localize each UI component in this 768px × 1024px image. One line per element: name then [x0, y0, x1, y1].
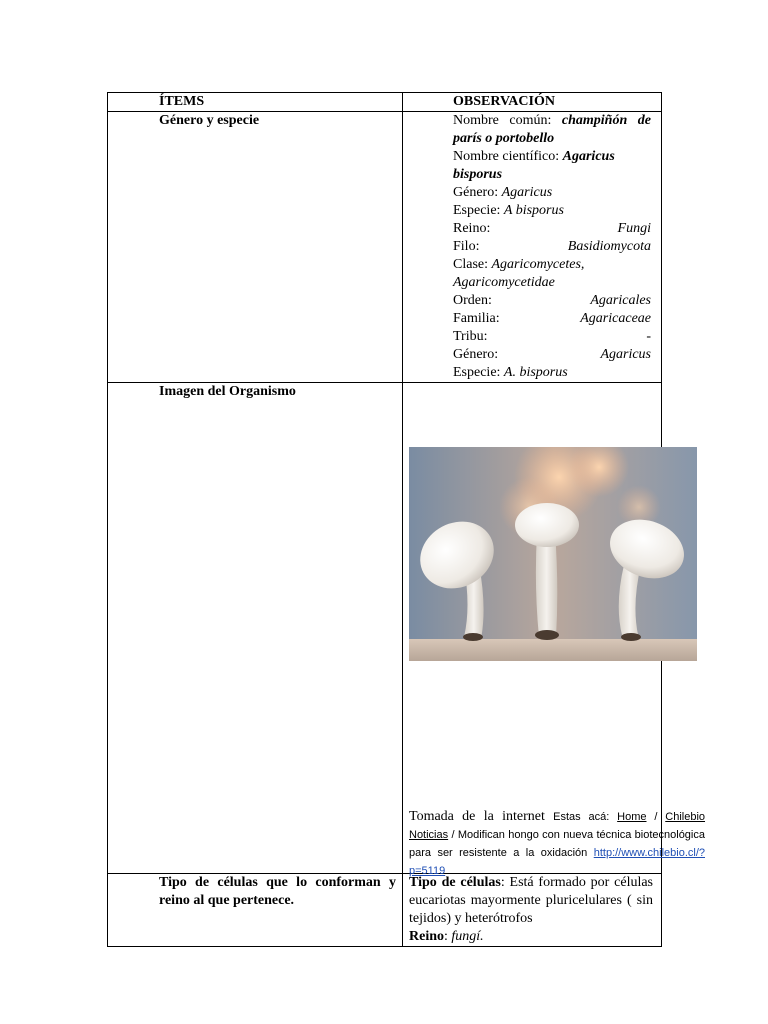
image-cell [403, 383, 706, 877]
source-url-link[interactable]: http://www.chilebio.cl/?p=5119 [409, 847, 705, 877]
table-row-image [108, 383, 662, 874]
table-row-genus-species [108, 112, 662, 383]
header-items: ÍTEMS [108, 93, 403, 112]
taxon-species: Especie: A. bisporus [453, 365, 568, 380]
organism-table [107, 92, 706, 947]
reino-label: Reino [409, 929, 444, 944]
species-line: Especie: A bisporus [453, 203, 564, 218]
scientific-name: Agaricus bisporus [453, 149, 615, 182]
table-header-row [108, 93, 662, 112]
cells-label: Tipo de células [409, 875, 501, 890]
cells-text: : Está formado por células eucariotas mayormente pluricelulares ( sin tejidos) y heterótrofos [409, 875, 654, 926]
common-name: champiñón de parís o portobello [453, 113, 651, 146]
taxon-tribe: Tribu: - [453, 329, 651, 344]
taxon-family: Familia: Agaricaceae [453, 311, 651, 326]
caption-prefix: Tomada de la internet [409, 809, 554, 824]
breadcrumb-news-link[interactable]: Chilebio Noticias [409, 811, 706, 841]
row-label-cell-type: Tipo de células que lo conforman y reino al que pertenece. [108, 874, 403, 947]
taxon-phylum: Filo: Basidiomycota [453, 239, 651, 254]
genus-line: Género: Agaricus [453, 185, 553, 200]
taxon-order: Orden: Agaricales [453, 293, 651, 308]
row-label-image: Imagen del Organismo [108, 383, 403, 874]
taxon-class: Clase: Agaricomycetes, Agaricomycetidae [453, 257, 585, 290]
breadcrumb-home-link[interactable]: Home [617, 811, 647, 823]
scientific-name-line: Nombre científico: Agaricus bisporus [453, 149, 615, 182]
mushroom-photo [409, 447, 697, 661]
row-label-genus-species: Género y especie [108, 112, 403, 383]
table-row-cell-type [108, 874, 662, 947]
reino-value: fungí. [451, 929, 484, 944]
common-name-line: Nombre común: champiñón de parís o portobello [453, 113, 651, 146]
image-caption [409, 808, 705, 880]
taxon-kingdom: Reino: Fungi [453, 221, 651, 236]
taxon-genus: Género: Agaricus [453, 347, 651, 362]
header-observation: OBSERVACIÓN [403, 93, 662, 112]
breadcrumb: Estas acá: Home / Chilebio Noticias / Modifican hongo con nueva técnica biotecnológica para ser resistente a la oxidación http://www.chilebio.cl/?p=5119 [409, 811, 706, 877]
cell-type-details: Tipo de células: Está formado por células eucariotas mayormente pluricelulares ( sin tejidos) y heterótrofos Reino: fungí. [403, 874, 662, 947]
genus-species-details [403, 112, 662, 383]
